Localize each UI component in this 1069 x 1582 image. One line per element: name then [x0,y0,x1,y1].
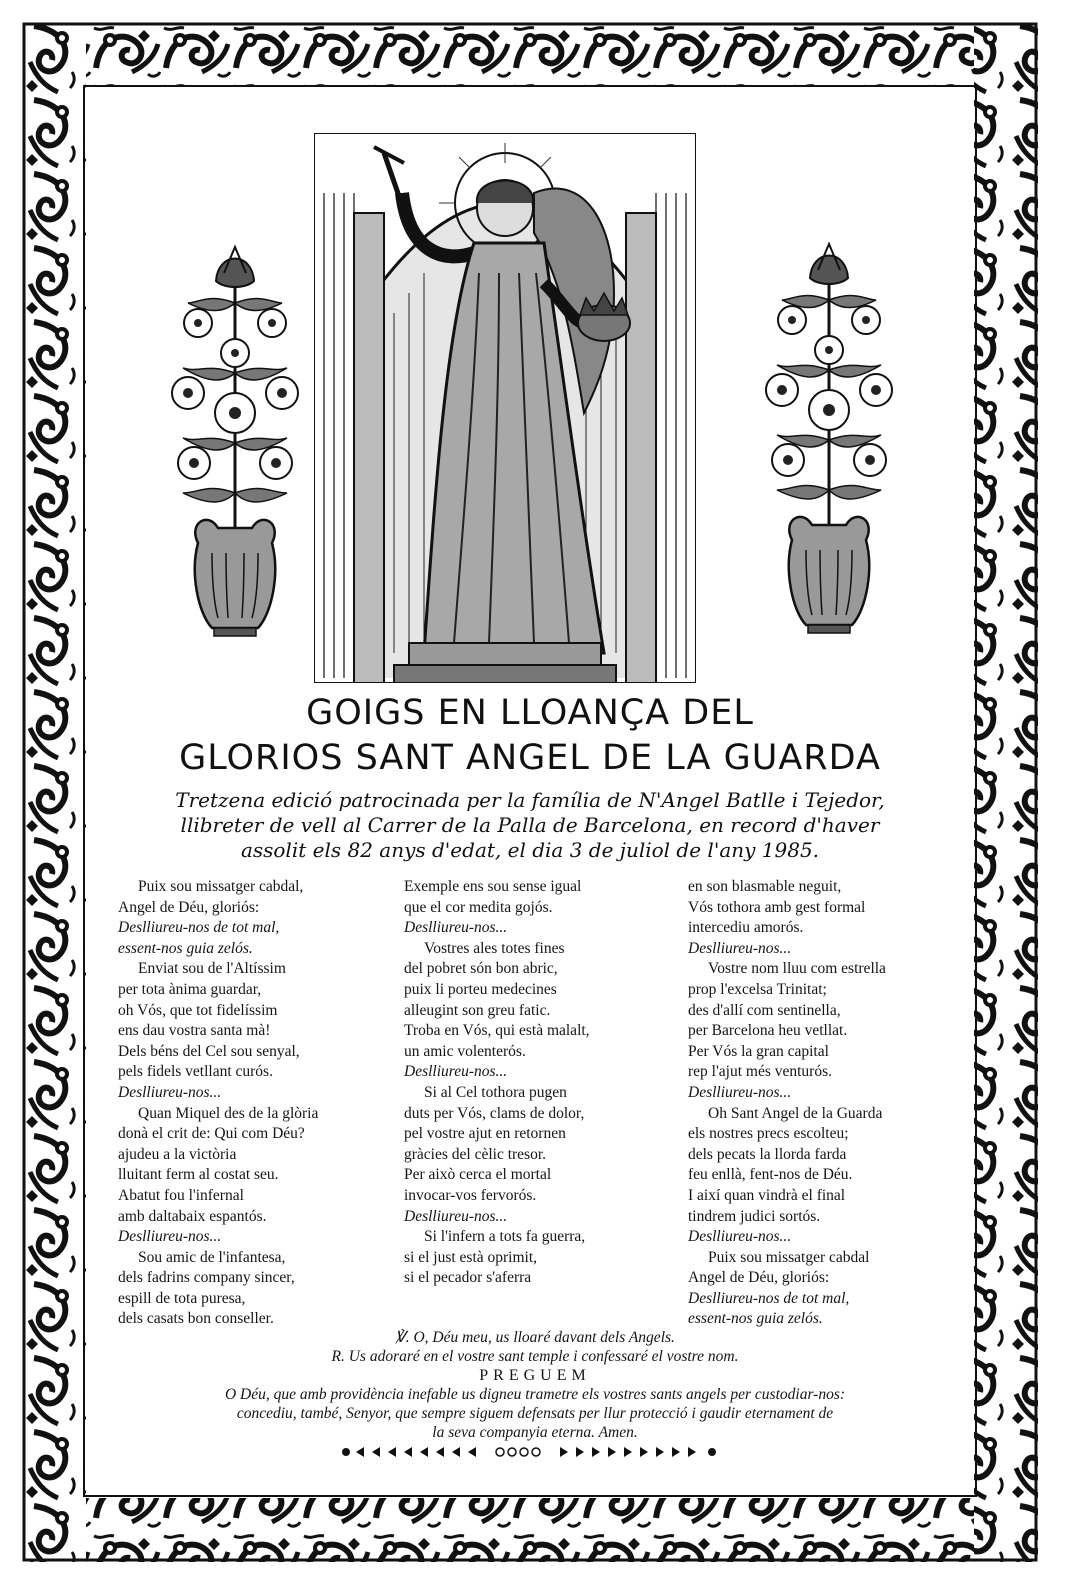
closing-ornament-line [340,1445,720,1459]
verse-line: per Barcelona heu vetllat. [688,1022,848,1040]
prayer-heading: PREGUEM [479,1367,591,1384]
subtitle-line-1: Tretzena edició patrocinada per la família de N'Angel Batlle i Tejedor, [175,788,885,812]
verse-line: Oh Sant Angel de la Guarda [708,1104,883,1122]
subtitle-line-3: assolit els 82 anys d'edat, el dia 3 de juliol de l'any 1985. [240,838,820,862]
verse-line: lluitant ferm al costat seu. [118,1166,279,1184]
verse-line: I així quan vindrà el final [688,1186,846,1204]
verse-line: un amic volenterós. [404,1042,526,1060]
verse-line: gràcies del cèlic tresor. [404,1145,547,1163]
verse-line: ajudeu a la victòria [118,1145,237,1163]
verse-line: Sou amic de l'infantesa, [138,1248,286,1266]
verse-line: Vostre nom lluu com estrella [708,960,886,978]
verse-line: Angel de Déu, gloriós: [688,1269,830,1287]
page-title-line-1: GOIGS EN LLOANÇA DEL [306,693,754,733]
verse-line: els nostres precs escolteu; [688,1125,849,1143]
verse-line: puix li porteu medecines [404,980,557,998]
prayer-text-line-3: la seva companyia eterna. Amen. [432,1424,638,1441]
refrain-line: Deslliureu-nos... [688,1083,792,1101]
verse-line: Troba en Vós, qui està malalt, [404,1022,590,1040]
page-title-line-2: GLORIOS SANT ANGEL DE LA GUARDA [179,738,881,778]
verse-column-1 [118,877,418,1330]
verse-line: per tota ànima guardar, [118,980,262,998]
refrain-line: Deslliureu-nos... [688,1228,792,1246]
verse-line: ens dau vostra santa mà! [118,1022,271,1040]
refrain-line: Deslliureu-nos... [118,1228,222,1246]
verse-line: en son blasmable neguit, [688,878,842,895]
verse-line: Puix sou missatger cabdal [708,1248,870,1266]
verse-line: Vós tothora amb gest formal [688,898,866,916]
verse-column-2 [404,877,704,1289]
left-flower-vase-icon [168,243,303,638]
verse-line: Angel de Déu, gloriós: [118,898,260,916]
verse-line: Si l'infern a tots fa guerra, [424,1228,586,1246]
verse-line: del pobret són bon abric, [404,960,558,978]
verse-line: dels casats bon conseller. [118,1310,274,1328]
guardian-angel-woodcut [314,133,696,683]
verse-line: oh Vós, que tot fidelíssim [118,1001,278,1019]
verse-line: Dels béns del Cel sou senyal, [118,1042,300,1060]
refrain-line: Deslliureu-nos de tot mal, [118,919,280,937]
verse-line: Enviat sou de l'Altíssim [138,960,286,978]
refrain-line: Deslliureu-nos... [404,919,508,937]
refrain-line: Deslliureu-nos... [404,1207,508,1225]
verse-line: si el just està oprimit, [404,1248,538,1266]
subtitle-line-2: llibreter de vell al Carrer de la Palla de Barcelona, en record d'haver [180,813,880,837]
verse-line: prop l'excelsa Trinitat; [688,980,827,998]
refrain-line: essent-nos guia zelós. [118,939,253,957]
verse-line: amb daltabaix espantós. [118,1207,267,1225]
verse-line: feu enllà, fent-nos de Déu. [688,1166,853,1184]
refrain-line: Deslliureu-nos... [118,1083,222,1101]
verse-line: que el cor medita gojós. [404,898,553,916]
verse-line: Per això cerca el mortal [404,1166,552,1184]
verse-line: rep l'ajut més venturós. [688,1063,832,1081]
verse-line: invocar-vos fervorós. [404,1186,537,1204]
verse-column-3 [688,877,988,1330]
verse-line: des d'allí com sentinella, [688,1001,841,1019]
verse-line: pel vostre ajut en retornen [404,1125,566,1143]
verse-line: Exemple ens sou sense igual [404,878,582,895]
verse-line: Si al Cel tothora pugen [424,1083,567,1101]
verse-line: Abatut fou l'infernal [118,1186,244,1204]
verse-line: intercediu amorós. [688,919,804,937]
verse-line: alleugint son greu fatic. [404,1001,551,1019]
verse-line: Quan Miquel des de la glòria [138,1104,319,1122]
right-flower-vase-icon [762,240,897,635]
verse-line: Vostres ales totes fines [424,939,565,957]
prayer-text-line-2: concediu, també, Senyor, que sempre siguem defensats per llur protecció i gaudir eternament de [236,1405,834,1422]
prayer-text-line-1: O Déu, que amb providència inefable us digneu trametre els vostres sants angels per custodiar-nos: [224,1386,846,1403]
verse-line: Puix sou missatger cabdal, [138,878,304,895]
verse-line: dels fadrins company sincer, [118,1269,295,1287]
refrain-line: Deslliureu-nos de tot mal, [688,1289,850,1307]
verse-line: Per Vós la gran capital [688,1042,829,1060]
versicle: ℣. O, Déu meu, us lloaré davant dels Angels. [395,1329,675,1346]
response: R. Us adoraré en el vostre sant temple i confessaré el vostre nom. [331,1348,739,1365]
refrain-line: Deslliureu-nos... [688,939,792,957]
verse-line: pels fidels vetllant curós. [118,1063,273,1081]
verse-line: dels pecats la llorda farda [688,1145,847,1163]
verse-line: donà el crit de: Qui com Déu? [118,1125,305,1143]
verse-line: si el pecador s'aferra [404,1269,532,1287]
refrain-line: essent-nos guia zelós. [688,1310,823,1328]
verse-line: tindrem judici sortós. [688,1207,821,1225]
verse-line: duts per Vós, clams de dolor, [404,1104,585,1122]
refrain-line: Deslliureu-nos... [404,1063,508,1081]
verse-line: espill de tota puresa, [118,1289,246,1307]
